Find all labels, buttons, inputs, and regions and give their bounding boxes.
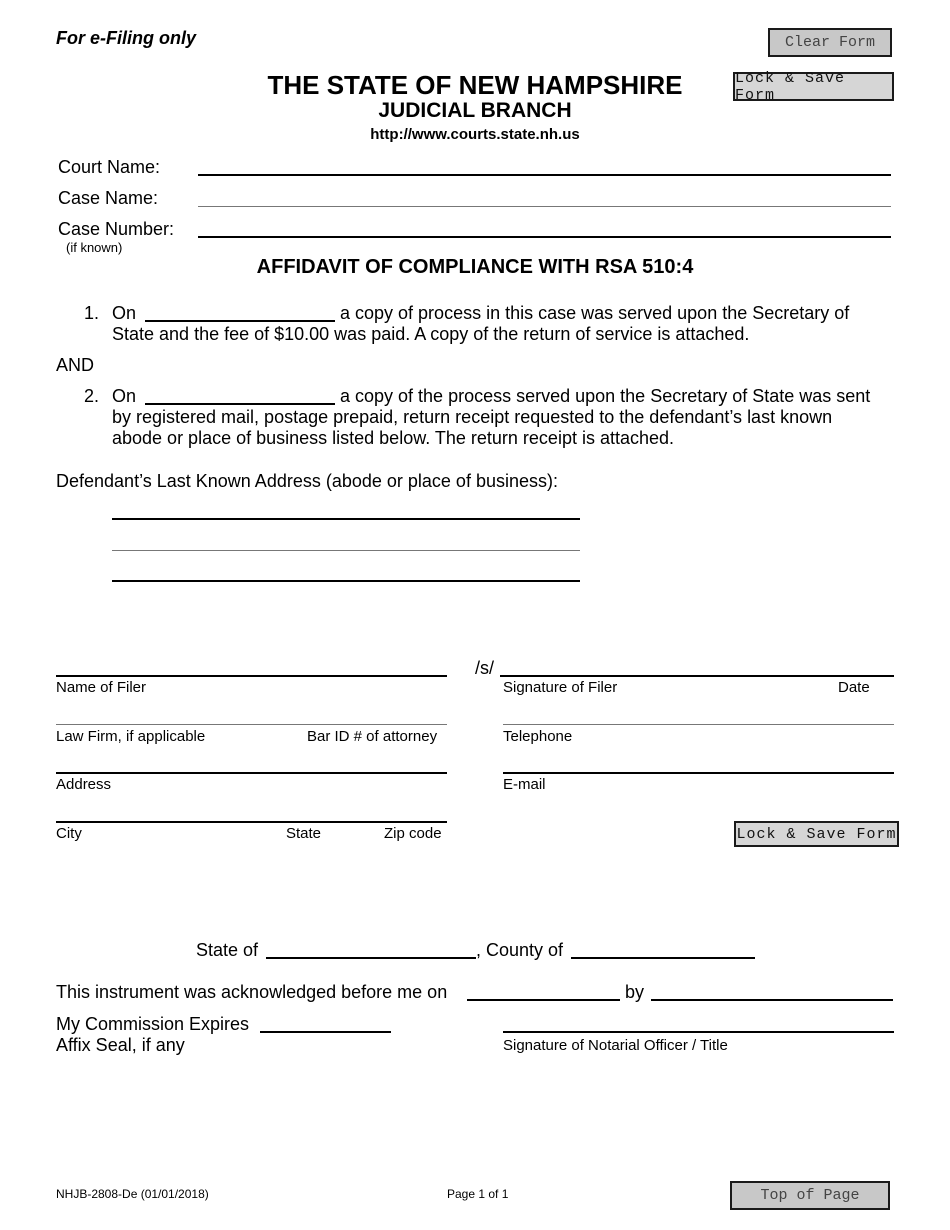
state-of-label: State of bbox=[196, 940, 259, 960]
and-connector: AND bbox=[56, 355, 95, 375]
filer-address-label: Address bbox=[56, 776, 112, 793]
item-2-number: 2. bbox=[84, 386, 100, 406]
form-id: NHJB-2808-De (01/01/2018) bbox=[56, 1187, 209, 1201]
by-label: by bbox=[625, 982, 645, 1002]
item-1-text-line1: a copy of process in this case was served upon the Secretary of bbox=[340, 303, 850, 323]
email-field[interactable] bbox=[503, 772, 894, 774]
state-label: State bbox=[286, 825, 322, 842]
email-label: E-mail bbox=[503, 776, 546, 793]
item-1-number: 1. bbox=[84, 303, 100, 323]
if-known-note: (if known) bbox=[66, 240, 123, 255]
item-1-text-line2: State and the fee of $10.00 was paid. A copy of the return of service is attached. bbox=[112, 324, 750, 344]
city-label: City bbox=[56, 825, 82, 842]
item-1-date-field[interactable] bbox=[145, 320, 335, 322]
county-of-label: , County of bbox=[476, 940, 564, 960]
filer-name-label: Name of Filer bbox=[56, 679, 147, 696]
notary-county-field[interactable] bbox=[571, 957, 755, 959]
clear-form-button[interactable]: Clear Form bbox=[768, 28, 892, 57]
telephone-label: Telephone bbox=[503, 728, 573, 745]
court-name-label: Court Name: bbox=[58, 157, 161, 177]
filer-signature-field[interactable] bbox=[500, 675, 894, 677]
item-1-on: On bbox=[112, 303, 137, 323]
notary-signature-label: Signature of Notarial Officer / Title bbox=[503, 1037, 728, 1054]
signature-prefix: /s/ bbox=[475, 658, 495, 678]
bar-id-label: Bar ID # of attorney bbox=[307, 728, 438, 745]
case-number-field[interactable] bbox=[198, 236, 891, 238]
case-name-label: Case Name: bbox=[58, 188, 159, 208]
notary-state-field[interactable] bbox=[266, 957, 476, 959]
commission-expires-label: My Commission Expires bbox=[56, 1014, 250, 1034]
acknowledged-label: This instrument was acknowledged before me on bbox=[56, 982, 448, 1002]
city-state-zip-field[interactable] bbox=[56, 821, 447, 823]
case-number-label: Case Number: bbox=[58, 219, 175, 239]
zip-label: Zip code bbox=[384, 825, 442, 842]
item-2-date-field[interactable] bbox=[145, 403, 335, 405]
item-2-on: On bbox=[112, 386, 137, 406]
filer-address-field[interactable] bbox=[56, 772, 447, 774]
law-firm-field[interactable] bbox=[56, 724, 447, 725]
state-title: THE STATE OF NEW HAMPSHIRE bbox=[267, 70, 683, 100]
commission-expires-field[interactable] bbox=[260, 1031, 391, 1033]
lock-save-form-button-bottom[interactable]: Lock & Save Form bbox=[734, 821, 899, 847]
page-number: Page 1 of 1 bbox=[447, 1187, 509, 1201]
filer-date-label: Date bbox=[838, 679, 870, 696]
filer-name-field[interactable] bbox=[56, 675, 447, 677]
court-url: http://www.courts.state.nh.us bbox=[370, 126, 580, 143]
address-line-1-field[interactable] bbox=[112, 518, 580, 520]
address-line-2-field[interactable] bbox=[112, 550, 580, 551]
acknowledged-date-field[interactable] bbox=[467, 999, 620, 1001]
item-2-text-line1: a copy of the process served upon the Secretary of State was sent bbox=[340, 386, 871, 406]
item-2-text-line2: by registered mail, postage prepaid, return receipt requested to the defendant’s last known bbox=[112, 407, 833, 427]
law-firm-label: Law Firm, if applicable bbox=[56, 728, 206, 745]
telephone-field[interactable] bbox=[503, 724, 894, 725]
address-line-3-field[interactable] bbox=[112, 580, 580, 582]
lock-save-form-button-top[interactable]: Lock & Save Form bbox=[733, 72, 894, 101]
branch-title: JUDICIAL BRANCH bbox=[378, 99, 572, 122]
court-name-field[interactable] bbox=[198, 174, 891, 176]
defendant-address-label: Defendant’s Last Known Address (abode or place of business): bbox=[56, 471, 558, 491]
affidavit-title: AFFIDAVIT OF COMPLIANCE WITH RSA 510:4 bbox=[256, 256, 694, 278]
notary-signature-field[interactable] bbox=[503, 1031, 894, 1033]
filer-signature-label: Signature of Filer bbox=[503, 679, 618, 696]
item-2-text-line3: abode or place of business listed below. The return receipt is attached. bbox=[112, 428, 675, 448]
case-name-field[interactable] bbox=[198, 206, 891, 207]
efiling-note: For e-Filing only bbox=[56, 28, 196, 48]
affix-seal-label: Affix Seal, if any bbox=[56, 1035, 185, 1055]
acknowledged-by-field[interactable] bbox=[651, 999, 893, 1001]
top-of-page-button[interactable]: Top of Page bbox=[730, 1181, 890, 1210]
